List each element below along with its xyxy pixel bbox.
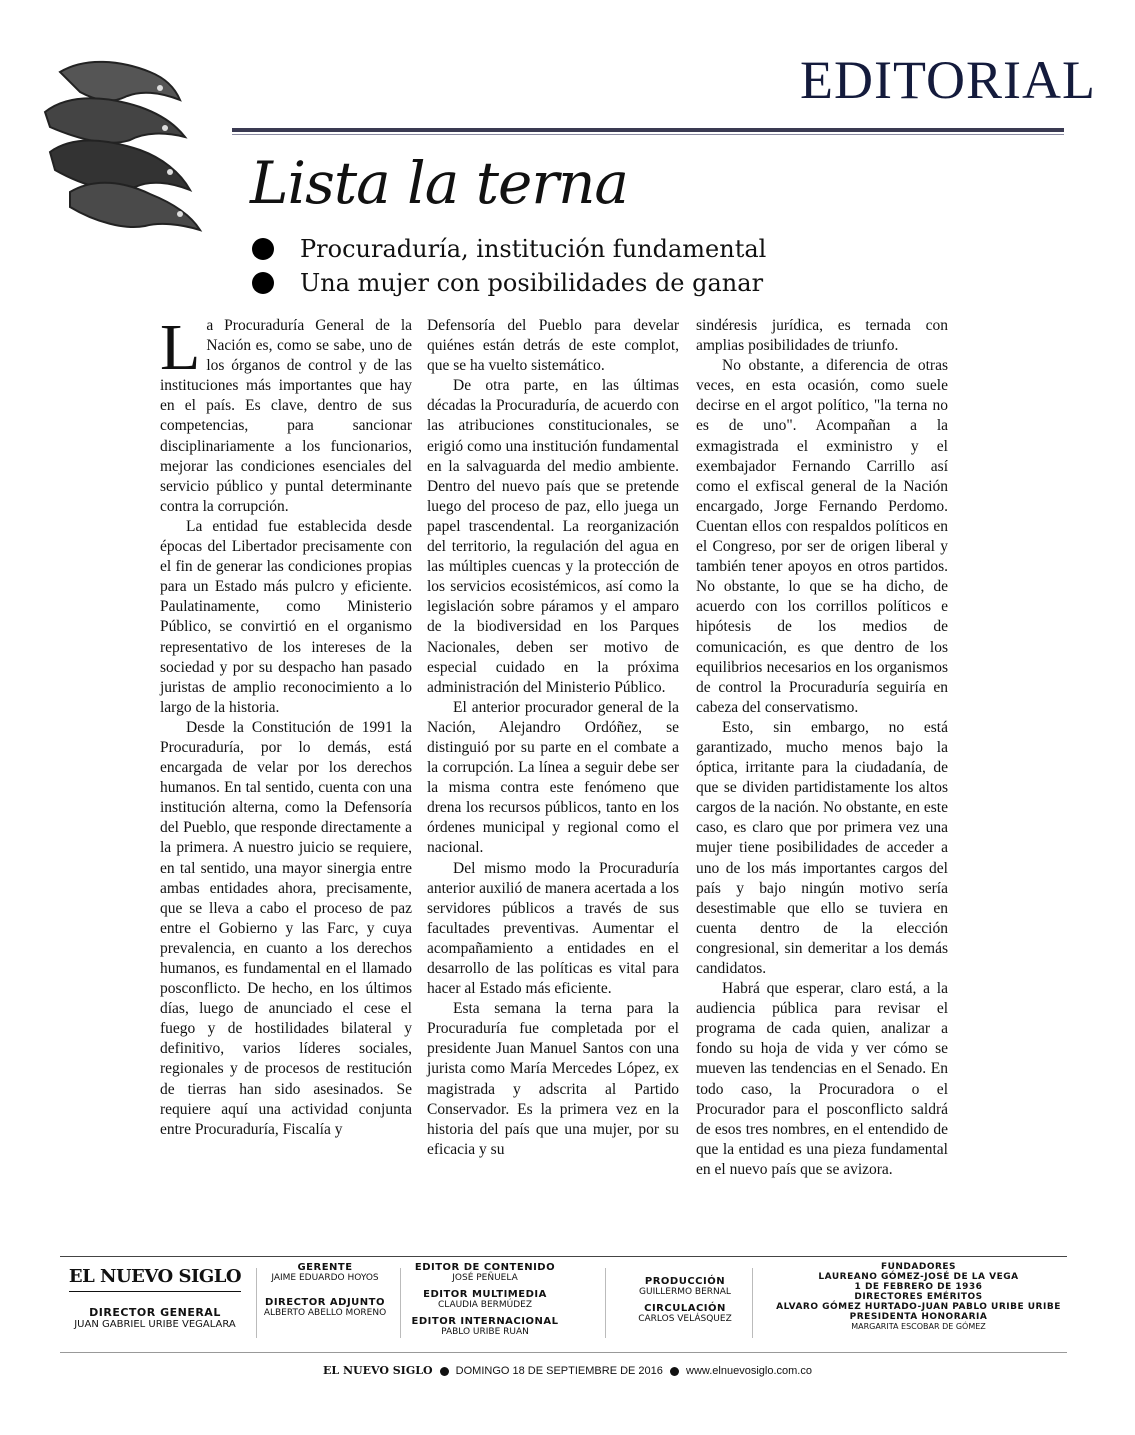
gerente-title: GERENTE bbox=[297, 1262, 353, 1273]
article-paragraph: El anterior procurador general de la Nación, Alejandro Ordóñez, se distinguió por su parte en el combate a la corrupción. La línea a seguir debe ser la misma contra este fenómeno que drena los recursos públicos, tanto en los órdenes municipal y regional como el nacional. bbox=[427, 698, 679, 857]
director-general-name: JUAN GABRIEL URIBE VEGALARA bbox=[74, 1319, 236, 1330]
drop-cap: L bbox=[160, 311, 201, 384]
masthead-top-rule bbox=[60, 1256, 1067, 1257]
article-paragraph: De otra parte, en las últimas décadas la Procuraduría, de acuerdo con las atribuciones constitucionales, se erigió como una institución fundamental en la salvaguarda del medio ambiente. Dentro del nuevo país que se pretende luego del proceso de paz, ello juega un papel trascendental. La reorganización del territorio, la regulación del agua en las múltiples cuencas y la protección de los servicios ecosistémicos, así como la legislación sobre páramos y el amparo de la biodiversidad en los Parques Nacionales, deben ser motivo de especial cuidado en la próxima administración del Ministerio Público. bbox=[427, 377, 679, 696]
editor-multimedia-title: EDITOR MULTIMEDIA bbox=[423, 1289, 547, 1300]
article-column-1 bbox=[160, 311, 412, 1140]
column-divider bbox=[400, 1268, 401, 1338]
article-paragraph: La entidad fue establecida desde épocas del Libertador precisamente con el fin de generar las condiciones propias para un Estado más pulcro y eficiente. Paulatinamente, como Ministerio Público, se convirtió en el organismo representativo de los intereses de la sociedad y por su despacho han pasado juristas de amplio reconocimiento a lo largo de la historia. bbox=[160, 517, 412, 716]
masthead-production-block bbox=[620, 1276, 750, 1330]
produccion-title: PRODUCCIÓN bbox=[644, 1276, 726, 1287]
header-rule bbox=[232, 128, 1064, 132]
footer-dot-icon bbox=[670, 1367, 679, 1376]
article-paragraph: La Procuraduría General de la Nación es, como se sabe, uno de los órganos de control y de las instituciones más importantes que hay en el país. Es clave, dentro de sus competencias, para sancionar disciplinariamente a los funcionarios, mejorar las condiciones esenciales del servicio público y puntal determinante contra la corrupción. bbox=[160, 311, 412, 515]
masthead-management-block bbox=[258, 1262, 392, 1324]
editor-contenido-name: JOSÉ PEÑUELA bbox=[452, 1273, 518, 1283]
section-title: EDITORIAL bbox=[800, 50, 1096, 110]
column-divider bbox=[605, 1268, 606, 1338]
editor-internacional-name: PABLO URIBE RUAN bbox=[441, 1327, 529, 1337]
fundadores-names: LAUREANO GÓMEZ-JOSÉ DE LA VEGA bbox=[818, 1272, 1019, 1282]
masthead bbox=[60, 1262, 1067, 1344]
produccion-name: GUILLERMO BERNAL bbox=[639, 1287, 731, 1297]
circulacion-title: CIRCULACIÓN bbox=[644, 1303, 726, 1314]
circulacion-name: CARLOS VELÁSQUEZ bbox=[638, 1314, 732, 1324]
article-paragraph: Defensoría del Pueblo para develar quiénes están detrás de este complot, que se ha vuelto sistemático. bbox=[427, 317, 679, 375]
bullet-text: Una mujer con posibilidades de ganar bbox=[300, 269, 764, 297]
footer-brand: EL NUEVO SIGLO bbox=[323, 1364, 433, 1377]
directores-emeritos-title: DIRECTORES EMÉRITOS bbox=[854, 1292, 983, 1302]
footer-date: DOMINGO 18 DE SEPTIEMBRE DE 2016 bbox=[455, 1365, 663, 1377]
fundadores-title: FUNDADORES bbox=[880, 1262, 957, 1272]
article-paragraph: Esta semana la terna para la Procuraduría fue completada por el presidente Juan Manuel Santos con una jurista como María Mercedes López, ex magistrada y adscrita al Partido Conservador. Es la primera vez en la historia del país que una mujer, por su eficacia y su bbox=[427, 1000, 679, 1158]
column-divider bbox=[752, 1268, 753, 1338]
bullet-text: Procuraduría, institución fundamental bbox=[300, 235, 767, 263]
gerente-name: JAIME EDUARDO HOYOS bbox=[271, 1273, 379, 1283]
director-general-title: DIRECTOR GENERAL bbox=[89, 1306, 221, 1319]
page-footer bbox=[0, 1364, 1135, 1377]
article-paragraph: Desde la Constitución de 1991 la Procuraduría, por lo demás, está encargada de velar por los derechos humanos. En tal sentido, cuenta con una institución alterna, como la Defensoría del Pueblo, que responde directamente a la primera. A nuestro juicio se requiere, en tal sentido, una mayor sinergia entre ambas entidades ahora, precisamente, que se lleva a cabo el proceso de paz entre el Gobierno y las Farc, y cuya prevalencia, en cuanto a los derechos humanos, es fundamental en el llamado posconflicto. De hecho, en los últimos días, luego de anunciado el cese el fuego y de hostilidades bilateral y definitivo, varios líderes sociales, regionales y de procesos de restitución de tierras han sido asesinados. Se requiere aquí una actividad conjunta entre Procuraduría, Fiscalía y bbox=[160, 718, 412, 1138]
masthead-editors-block bbox=[405, 1262, 565, 1343]
header-rule-thin bbox=[232, 134, 1064, 135]
director-adjunto-name: ALBERTO ABELLO MORENO bbox=[263, 1308, 387, 1318]
article-paragraph: Habrá que esperar, claro está, a la audiencia pública para revisar el programa de cada quien, analizar a fondo su hoja de vida y ver cómo se mueven las tendencias en el Senado. En todo caso, la Procuradora o el Procurador para el posconflicto saldrá de esos tres nombres, en el entendido de que la entidad es una pieza fundamental en el nuevo país que se avizora. bbox=[696, 980, 948, 1178]
bullet-item bbox=[252, 232, 766, 266]
presidenta-title: PRESIDENTA HONORARIA bbox=[849, 1312, 988, 1322]
horses-illustration bbox=[40, 52, 212, 234]
directores-emeritos-names: ALVARO GÓMEZ HURTADO-JUAN PABLO URIBE URIBE bbox=[776, 1302, 1061, 1312]
article-column-3 bbox=[696, 316, 948, 1180]
article-column-2 bbox=[427, 316, 679, 1160]
footer-url[interactable]: www.elnuevosiglo.com.co bbox=[686, 1365, 812, 1377]
editor-contenido-title: EDITOR DE CONTENIDO bbox=[414, 1262, 556, 1273]
masthead-brand-block bbox=[60, 1262, 250, 1336]
article-paragraph: Esto, sin embargo, no está garantizado, mucho menos bajo la óptica, irritante para la ciudadanía, de que se dividen partidistamente los altos cargos de la nación. No obstante, en este caso, es claro que por primera vez una mujer tiene posibilidades de acceder a uno de los más importantes cargos del país y bajo ningún motivo sería desestimable que ello se tuviera en cuenta dentro de la elección congresional, sin demeritar a los demás candidatos. bbox=[696, 718, 948, 977]
fundacion-fecha: 1 DE FEBRERO DE 1936 bbox=[854, 1282, 983, 1292]
article-paragraph: No obstante, a diferencia de otras veces, en esta ocasión, como suele decirse en el argot político, "la terna no es de uno". Acompañan a la exmagistrada el exministro y el exembajador Fernando Carrillo así como el exfiscal general de la Nación encargado, Jorge Fernando Perdomo. Cuentan ellos con respaldos políticos en el Congreso, por ser de origen liberal y también tener apoyos en otros partidos. No obstante, lo que se ha dicho, de acuerdo con los corrillos políticos e hipótesis de los medios de comunicación, es que dentro de los equilibrios necesarios en los organismos de control la Procuraduría seguiría en cabeza del conservatismo. bbox=[696, 357, 948, 716]
bullet-item bbox=[252, 266, 766, 300]
subheadline-bullets bbox=[252, 232, 766, 300]
article-paragraph: sindéresis jurídica, es ternada con amplias posibilidades de triunfo. bbox=[696, 317, 948, 355]
masthead-bottom-rule bbox=[60, 1352, 1067, 1353]
headline: Lista la terna bbox=[250, 149, 629, 217]
masthead-logo: EL NUEVO SIGLO bbox=[69, 1266, 241, 1292]
director-adjunto-title: DIRECTOR ADJUNTO bbox=[265, 1297, 385, 1308]
editor-internacional-title: EDITOR INTERNACIONAL bbox=[411, 1316, 559, 1327]
masthead-founders-block bbox=[770, 1262, 1067, 1337]
column-divider bbox=[256, 1268, 257, 1338]
bullet-dot-icon bbox=[252, 272, 274, 294]
presidenta-name: MARGARITA ESCOBAR DE GÓMEZ bbox=[851, 1322, 986, 1331]
editor-multimedia-name: CLAUDIA BERMÚDEZ bbox=[437, 1300, 533, 1310]
bullet-dot-icon bbox=[252, 238, 274, 260]
article-paragraph: Del mismo modo la Procuraduría anterior auxilió de manera acertada a los servidores públicos a través de sus facultades preventivas. Aumentar el acompañamiento a entidades en el desarrollo de las políticas es vital para hacer al Estado más eficiente. bbox=[427, 859, 679, 998]
footer-dot-icon bbox=[440, 1367, 449, 1376]
